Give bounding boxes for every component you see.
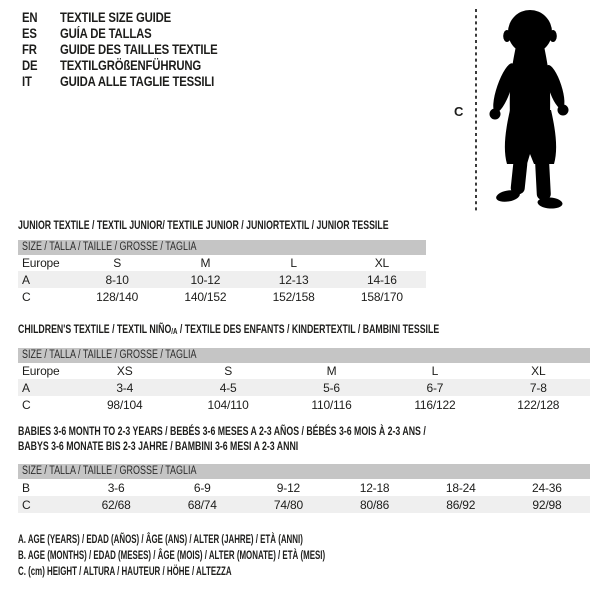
language-code-text: DE xyxy=(22,57,38,73)
language-row-fr xyxy=(22,41,248,57)
table-cell: 68/74 xyxy=(187,497,217,512)
size-header-text: SIZE / TALLA / TAILLE / GRÖSSE / TAGLIA xyxy=(22,241,197,253)
size-header-bar xyxy=(18,240,426,255)
column-header-l: L xyxy=(431,364,439,378)
table-row-c xyxy=(18,496,590,513)
language-code xyxy=(22,58,60,73)
size-header-bar xyxy=(18,348,590,363)
column-header-row xyxy=(18,363,590,379)
size-header-bar xyxy=(18,464,590,479)
language-row-en xyxy=(22,9,248,25)
language-code-text: IT xyxy=(22,73,32,89)
table-cell: 152/158 xyxy=(272,289,315,304)
table-cell: 116/122 xyxy=(414,397,456,412)
table-cell: 14-16 xyxy=(367,272,397,287)
language-row-it xyxy=(22,73,248,89)
table-row-c xyxy=(18,288,426,305)
table-cell: 86/92 xyxy=(446,497,476,512)
babies-table-title-text2: BABYS 3-6 MONATE BIS 2-3 JAHRE / BAMBINI 3-6 MESI A 2-3 ANNI xyxy=(18,439,299,453)
table-cell: 6-7 xyxy=(426,380,444,395)
table-cell: 98/104 xyxy=(106,397,143,412)
table-cell: 24-36 xyxy=(532,480,562,495)
language-row-es xyxy=(22,25,248,41)
table-cell: 12-13 xyxy=(278,272,309,287)
column-header-l: L xyxy=(290,256,297,270)
table-cell: 3-6 xyxy=(107,480,125,495)
language-code-text: EN xyxy=(22,9,38,25)
language-code xyxy=(22,74,60,89)
language-label: GUÍA DE TALLAS xyxy=(60,25,152,41)
row-label: C xyxy=(22,397,31,412)
column-header-m: M xyxy=(326,364,337,378)
language-label: TEXTILGRÖßENFÜHRUNG xyxy=(60,57,202,73)
language-list xyxy=(22,9,248,89)
table-cell: 18-24 xyxy=(445,480,476,495)
table-cell: 74/80 xyxy=(273,497,303,512)
junior-table-title-text: JUNIOR TEXTILE / TEXTIL JUNIOR/ TEXTILE JUNIOR / JUNIORTEXTIL / JUNIOR TESSILE xyxy=(18,218,389,232)
baby-height-figure xyxy=(450,6,590,216)
language-code-text: FR xyxy=(22,41,37,57)
legend-notes xyxy=(18,531,483,579)
table-cell: 110/116 xyxy=(311,397,352,412)
childrens-table-title xyxy=(18,322,590,336)
language-label: GUIDA ALLE TAGLIE TESSILI xyxy=(60,73,215,89)
language-label: GUIDE DES TAILLES TEXTILE xyxy=(60,41,218,57)
language-code-text: ES xyxy=(22,25,37,41)
row-label: A xyxy=(22,380,30,395)
column-header-row xyxy=(18,255,426,271)
table-cell: 140/152 xyxy=(184,289,227,304)
note-height-cm xyxy=(18,563,483,579)
table-cell: 128/140 xyxy=(96,289,139,304)
table-cell: 6-9 xyxy=(193,480,211,495)
note-text: B. AGE (MONTHS) / EDAD (MESES) / ÂGE (MOIS) / ALTER (MONATE) / ETÀ (MESI) xyxy=(18,548,326,562)
table-cell: 104/110 xyxy=(207,397,249,412)
table-cell: 122/128 xyxy=(517,397,560,412)
babies-table-title-line2 xyxy=(18,439,590,454)
language-code xyxy=(22,26,60,41)
note-text: A. AGE (YEARS) / EDAD (AÑOS) / ÂGE (ANS) / ALTER (JAHRE) / ETÀ (ANNI) xyxy=(18,532,303,546)
table-cell: 92/98 xyxy=(532,497,562,512)
column-header-s: S xyxy=(224,364,232,378)
table-row-c xyxy=(18,396,590,413)
table-row-b xyxy=(18,479,590,496)
table-cell: 12-18 xyxy=(359,480,390,495)
table-cell: 7-8 xyxy=(529,380,547,395)
table-cell: 9-12 xyxy=(276,480,301,495)
column-header-s: S xyxy=(113,256,122,270)
row-label: B xyxy=(22,480,30,495)
column-header-xs: XS xyxy=(116,364,133,378)
table-cell: 62/68 xyxy=(101,497,131,512)
note-age-months xyxy=(18,547,483,563)
note-text: C. (cm) HEIGHT / ALTURA / HAUTEUR / HÖHE / ALTEZZA xyxy=(18,564,232,578)
size-header-text: SIZE / TALLA / TAILLE / GRÖSSE / TAGLIA xyxy=(22,349,197,361)
table-cell: 8-10 xyxy=(105,272,129,287)
table-row-a xyxy=(18,379,590,396)
table-cell: 5-6 xyxy=(323,380,340,395)
language-row-de xyxy=(22,57,248,73)
region-label: Europe xyxy=(22,256,60,270)
table-row-a xyxy=(18,271,426,288)
baby-silhouette xyxy=(489,10,569,209)
table-cell: 80/86 xyxy=(360,497,390,512)
table-cell: 10-12 xyxy=(190,272,221,287)
note-age-years xyxy=(18,531,483,547)
column-header-m: M xyxy=(200,256,211,270)
table-cell: 158/170 xyxy=(360,289,403,304)
babies-table-title-text1: BABIES 3-6 MONTH TO 2-3 YEARS / BEBÉS 3-6 MESES A 2-3 AÑOS / BÉBÉS 3-6 MOIS À 2-3 ANS / xyxy=(18,424,426,438)
title-rest: / TEXTILE DES ENFANTS / KINDERTEXTIL / BAMBINI TESSILE xyxy=(177,322,440,336)
row-label: C xyxy=(22,497,31,512)
row-label: C xyxy=(22,289,31,304)
baby-silhouette-icon xyxy=(450,6,590,216)
language-code xyxy=(22,42,60,57)
row-label: A xyxy=(22,272,30,287)
column-header-xl: XL xyxy=(531,364,546,378)
region-label: Europe xyxy=(22,364,60,378)
childrens-table-title-text xyxy=(18,322,439,338)
table-cell: 3-4 xyxy=(116,380,134,395)
title-subscript: /A xyxy=(171,326,178,336)
language-label: TEXTILE SIZE GUIDE xyxy=(60,9,172,25)
junior-table-title xyxy=(18,218,426,232)
childrens-textile-table xyxy=(18,322,590,413)
language-code xyxy=(22,10,60,25)
table-cell: 4-5 xyxy=(219,380,237,395)
babies-textile-table xyxy=(18,424,590,513)
junior-textile-table xyxy=(18,218,426,305)
column-header-xl: XL xyxy=(374,256,390,270)
title-main: CHILDREN'S TEXTILE / TEXTIL NIÑO xyxy=(18,322,172,336)
size-header-text: SIZE / TALLA / TAILLE / GRÖSSE / TAGLIA xyxy=(22,465,197,477)
height-marker-label: C xyxy=(454,104,464,119)
babies-table-title-line1 xyxy=(18,424,590,439)
